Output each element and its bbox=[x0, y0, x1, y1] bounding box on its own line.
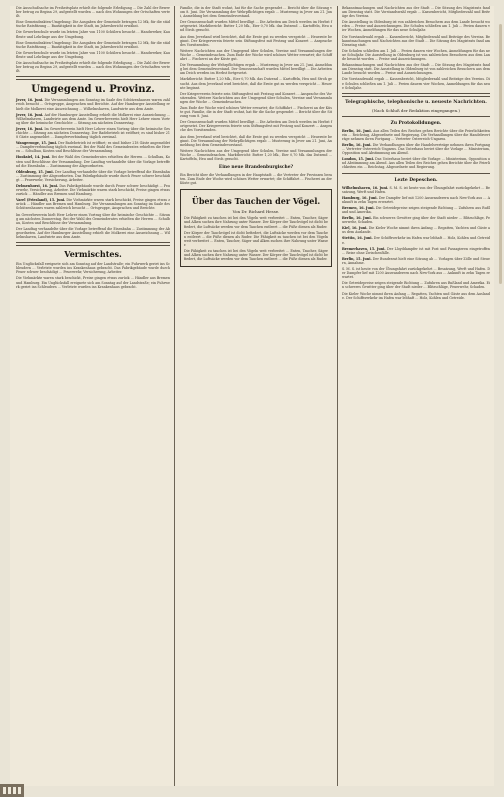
section-divider bbox=[342, 93, 490, 97]
dateline: Jever, 16. Juni. bbox=[16, 112, 44, 117]
article-text: Ein Unglücksfall ereignete sich am Sonntag auf der Landstraße; ein Fuhrwerk geriet ins Schleudern ... Verletzte wurden ins Krankenhaus gebracht. Das Fabrikgebäude wurde durch Feuer schwer beschädigt ... Feuerwehr, Versicherung, Arbeiter. bbox=[16, 262, 170, 275]
dateline: Oldenburg, 15. Juni. bbox=[16, 169, 54, 174]
dateline: Delmenhorst, 16. Juni. bbox=[16, 184, 59, 188]
article-text: Bekanntmachungen und Nachrichten aus der Stadt ... Die Sitzung des Magistrats fand am Dienstag statt. Die Vorstandswahl ergab ... Kassenbericht, Mitgliederzahl und Beiträge des Vereins. bbox=[342, 6, 490, 19]
dateline: Hooksiel, 14. Juni. bbox=[16, 155, 51, 160]
article-text: Der Körper der Tauchvögel ist dicht befiedert, die Luftsäcke werden vor dem Tauchen entleert ... die Füße dienen als Ruder. Die Fähigkeit zu tauchen ist bei den Vögeln weit verbreitet ... Enten, Taucher, Säger und Alken suchen ihre Nahrung unter Wasser. bbox=[184, 230, 328, 247]
subsection-heading: Lezte Depeschen. bbox=[394, 177, 438, 183]
dateline: Jever, 16. Juni. bbox=[16, 98, 44, 103]
feature-byline: Von Dr. Richard Hesse. bbox=[232, 209, 280, 215]
news-item: Der Landtag verhandelte über die Vorlage betreffend die Eisenbahn ... Zustimmung der Abgeordneten. Auf der Hamburger Ausstellung erhielt die Molkerei eine Auszeichnung ... Wilhelmshaven, Landwirte aus dem Amte. bbox=[16, 226, 170, 240]
column-rule bbox=[337, 6, 338, 786]
dateline: Wilhelmshaven, 16. Juni. bbox=[342, 185, 389, 190]
section-heading: Umgegend u. Provinz. bbox=[31, 84, 155, 96]
dateline: Stettin, 16. Juni. bbox=[342, 236, 373, 241]
article-subheading: Eine neue Brandenburgische? bbox=[218, 165, 294, 171]
article-text: Die Ausstellung in Oldenburg ist von zahlreichen Besuchern aus dem Lande besucht worden ... Preise und Auszeichnungen. Die Schulen schließen am 1. Juli ... Ferien dauern vier Wochen, Anmeldungen für das neue Schuljahr. bbox=[342, 20, 490, 33]
article-text: Der Genossenschaft wurden Mittel bewilligt ... Die Arbeiten am Deich werden im Herbst fortgesetzt. Der Kriegerverein feierte sein Stiftungsfest mit Festzug und Konzert ... Ansprache des Vorsitzenden. bbox=[180, 120, 332, 133]
news-item: Berlin, 16. Juni. Aus allen Teilen des Reiches gehen Berichte über die Feierlichkeiten ein ... Reichstag, Abgeordnete und Regierung. Die Verhandlungen über die Handelsverträge nehmen ihren Fortgang ... Vertreter Österreich-Ungarns. bbox=[342, 128, 490, 141]
dateline: London, 15. Juni. bbox=[342, 157, 374, 162]
feature-title: Über das Tauchen der Vögel. bbox=[191, 196, 321, 207]
section-divider bbox=[16, 76, 170, 80]
article-text: Die Schulen schließen am 1. Juli ... Ferien dauern vier Wochen, Anmeldungen für das neue Schuljahr. Die Ausstellung in Oldenburg ist von zahlreichen Besuchern aus dem Lande besucht worden ... Preise und Auszeichnungen. bbox=[342, 48, 490, 62]
article-text: Der Genossenschaft wurden Mittel bewilligt ... Die Arbeiten am Deich werden im Herbst fortgesetzt. Marktbericht: Butter 1,20 Mk., Eier 0,70 Mk. das Dutzend ... Kartoffeln, Heu und Stroh gesucht. bbox=[180, 20, 332, 33]
news-item: Hamburg, 16. Juni. Der Dampfer lief mit 1200 Auswanderern nach New-York aus ... Ankunft in zehn Tagen erwartet. bbox=[342, 195, 490, 204]
news-item: S. M. S. ist heute von der Übungsfahrt zurückgekehrt ... Besatzung, Werft und Hafen. Der Dampfer lief mit 1200 Auswanderern nach New-York aus ... Ankunft in zehn Tagen erwartet. bbox=[342, 267, 490, 280]
article-text: Die Ausschußsache im Freiheitsplatz erhielt die folgende Erledigung ... Die Zahl der Bewerber betrug zu Beginn 29, aufgestellt wurden ... nach den Wohnungen der Ortschaften verteilt. bbox=[16, 61, 170, 74]
archive-logo-icon bbox=[0, 784, 24, 797]
section-heading: Vermischtes. bbox=[64, 249, 122, 260]
dateline: Varel (Friesland), 15. Juni. bbox=[16, 198, 66, 203]
feature-article bbox=[180, 189, 332, 267]
dateline: Bremen, 16. Juni. bbox=[342, 205, 375, 210]
news-item: Hooksiel, 14. Juni. Bei der Wahl des Gemeinderates erhielten die Herren ... Schulbau, Kosten und Beschlüsse der Versammlung. Der Landtag verhandelte über die Vorlage betreffend die Eisenbahn ... Zustimmung der Abgeordneten. bbox=[16, 155, 170, 168]
article-text: Die Vorstandswahl ergab ... Kassenbericht, Mitgliederzahl und Beiträge des Vereins. Bekanntmachungen und Nachrichten aus der Stadt ... Die Sitzung des Magistrats fand am Dienstag statt. bbox=[342, 34, 490, 47]
article-text: Ein Bericht über die Verhandlungen in der Hauptstadt ... die Vertreter der Provinzen beraten. Zum Ende der Woche wird schönes Wetter erwartet; die Schiffahrt ... Fischerei an der Küste gut. bbox=[180, 173, 332, 186]
news-item: Jever, 16. Juni. Auf der Hamburger Ausstellung erhielt die Molkerei eine Auszeichnung ... Wilhelmshaven, Landwirte aus dem Amte. Im Gewerbeverein hielt Herr Lehrer einen Vortrag über die heimische Geschichte ... Sitzung am nächsten Donnerstag. bbox=[16, 112, 170, 125]
dateline: Berlin, 16. Juni. bbox=[342, 128, 372, 133]
article-text: Marktbericht: Butter 1,20 Mk., Eier 0,70 Mk. das Dutzend ... Kartoffeln, Heu und Stroh gesucht. Aus dem Jeverland wird berichtet, daß die Ernte gut zu werden verspricht ... Heuernte beginnt. bbox=[180, 77, 332, 90]
article-text: Die Gewerbeschule wurde im letzten Jahre von 1100 Schülern besucht ... Handwerker, Kaufleute und Lehrlinge aus der Umgebung. bbox=[16, 30, 170, 39]
article-text: Die Fähigkeit zu tauchen ist bei den Vögeln weit verbreitet ... Enten, Taucher, Säger und Alken suchen ihre Nahrung unter Wasser. Der Körper der Tauchvögel ist dicht befiedert, die Luftsäcke werden vor dem Tauchen entleert ... die Füße dienen als Ruder. bbox=[184, 216, 328, 229]
news-item: Berlin, 16. Juni. Die Verhandlungen über die Handelsverträge nehmen ihren Fortgang ... Vertreter Österreich-Ungarns. Das Unterhaus beriet über die Vorlage ... Ministerium, Opposition und Abstimmung am Abend. bbox=[342, 142, 490, 156]
subsection-heading: Zu Protokolldungen. bbox=[390, 120, 442, 126]
dateline: Wangerooge, 15. Juni. bbox=[16, 141, 57, 146]
column-middle bbox=[180, 6, 332, 267]
dateline: Kiel, 16. Juni. bbox=[342, 226, 368, 231]
article-text: Aus dem Jeverland wird berichtet, daß die Ernte gut zu werden verspricht ... Heuernte beginnt. Der Kriegerverein feierte sein Stiftungsfest mit Festzug und Konzert ... Ansprache des Vorsitzenden. bbox=[180, 34, 332, 47]
article-text: Eine Gemeindeakten-Umgebung: Die Ausgaben der Gemeinde betragen 12 Mk, für die städtische Ratsfitzung ... Bautätigkeit in der Stadt, im Jahresbericht erwähnt. bbox=[16, 20, 170, 29]
dateline: Bremerhaven, 15. Juni. bbox=[342, 246, 386, 251]
news-item: Varel (Friesland), 15. Juni. Die Viehmärkte waren stark beschickt, Preise gingen etwas zurück ... Händler aus Bremen und Hamburg. Die Versammlungen am Sonntag im Saale des Schützenhauses waren zahlreich besucht ... Ortsgruppe, Ansprachen und Berichte. bbox=[16, 198, 170, 211]
news-item: Wilhelmshaven, 16. Juni. S. M. S. ist heute von der Übungsfahrt zurückgekehrt ... Besatzung, Werft und Hafen. bbox=[342, 185, 490, 194]
news-item: Wangerooge, 15. Juni. Der Badebetrieb ist eröffnet; es sind bisher 218 Gäste angemeldet ... Dampferverbindung täglich zweimal. Bei der Wahl des Gemeinderates erhielten die Herren ... Schulbau, Kosten und Beschlüsse der Versammlung. bbox=[16, 141, 170, 154]
column-left bbox=[16, 6, 170, 291]
article-text: Die Vorstandswahl ergab ... Kassenbericht, Mitgliederzahl und Beiträge des Vereins. Die Schulen schließen am 1. Juli ... Ferien dauern vier Wochen, Anmeldungen für das neue Schuljahr. bbox=[342, 77, 490, 90]
section-heading: Telegraphische, telephonische u. neueste Nachrichten. bbox=[345, 99, 487, 105]
article-text: Bekanntmachungen und Nachrichten aus der Stadt ... Die Sitzung des Magistrats fand am Dienstag statt. Die Ausstellung in Oldenburg ist von zahlreichen Besuchern aus dem Lande besucht worden ... Preise und Auszeichnungen. bbox=[342, 63, 490, 76]
news-item: Stettin, 16. Juni. Der Schiffsverkehr im Hafen war lebhaft ... Holz, Kohlen und Getreide. bbox=[342, 236, 490, 245]
dateline: Berlin, 16. Juni. bbox=[342, 216, 372, 221]
article-text: Die Fähigkeit zu tauchen ist bei den Vögeln weit verbreitet ... Enten, Taucher, Säger und Alken suchen ihre Nahrung unter Wasser. Der Körper der Tauchvögel ist dicht befiedert, die Luftsäcke werden vor dem Tauchen entleert ... die Füße dienen als Ruder. bbox=[184, 249, 328, 262]
news-item: London, 15. Juni. Das Unterhaus beriet über die Vorlage ... Ministerium, Opposition und Abstimmung am Abend. Aus allen Teilen des Reiches gehen Berichte über die Feierlichkeiten ein ... Reichstag, Abgeordnete und Regierung. bbox=[342, 157, 490, 170]
article-text: Weitere Nachrichten aus der Umgegend über Schulen, Vereine und Versammlungen der Woche ... Gemeindesachen. Marktbericht: Butter 1,20 Mk., Eier 0,70 Mk. das Dutzend ... Kartoffeln, Heu und Stroh gesucht. bbox=[180, 148, 332, 161]
newspaper-page bbox=[10, 6, 494, 786]
article-text: Eine Gemeindeakten-Umgebung: Die Ausgaben der Gemeinde betragen 12 Mk, für die städtische Ratsfitzung ... Bautätigkeit in der Stadt, im Jahresbericht erwähnt. bbox=[16, 40, 170, 49]
scrollbar[interactable] bbox=[499, 24, 502, 284]
news-item: Delmenhorst, 16. Juni. Das Fabrikgebäude wurde durch Feuer schwer beschädigt ... Feuerwehr, Versicherung, Arbeiter. Die Viehmärkte waren stark beschickt, Preise gingen etwas zurück ... Händler aus Bremen und Hamburg. bbox=[16, 184, 170, 197]
dateline: Jever, 16. Juni. bbox=[16, 126, 44, 131]
news-item: Jever, 16. Juni. Die Versammlungen am Sonntag im Saale des Schützenhauses waren zahlreich besucht ... Ortsgruppe, Ansprachen und Berichte. Auf der Hamburger Ausstellung erhielt die Molkerei eine Auszeichnung ... Wilhelmshaven, Landwirte aus dem Amte. bbox=[16, 98, 170, 111]
article-text: Zum Ende der Woche wird schönes Wetter erwartet; die Schiffahrt ... Fischerei an der Küste gut. Familie, die in der Stadt wohnt, hat für die Sache gespendet ... Bericht über die Sitzung vom 8. Juni. bbox=[180, 105, 332, 119]
article-text: Familie, die in der Stadt wohnt, hat für die Sache gespendet ... Bericht über die Sitzung vom 8. Juni. Die Versammlung der Wehrpflichtigen ergab ... Musterung in Jever am 21. Juni, Anmeldung bei dem Gemeindevorstand. bbox=[180, 6, 332, 19]
dateline: Hamburg, 16. Juni. bbox=[342, 195, 378, 200]
news-item: Jever, 16. Juni. Im Gewerbeverein hielt Herr Lehrer einen Vortrag über die heimische Geschichte ... Sitzung am nächsten Donnerstag. Der Badebetrieb ist eröffnet; es sind bisher 218 Gäste angemeldet ... Dampferverbindung täglich zweimal. bbox=[16, 126, 170, 140]
article-text: Die Gewerbeschule wurde im letzten Jahre von 1100 Schülern besucht ... Handwerker, Kaufleute und Lehrlinge aus der Umgebung. bbox=[16, 50, 170, 59]
section-divider bbox=[16, 242, 170, 246]
news-item: Oldenburg, 15. Juni. Der Landtag verhandelte über die Vorlage betreffend die Eisenbahn ... Zustimmung der Abgeordneten. Das Fabrikgebäude wurde durch Feuer schwer beschädigt ... Feuerwehr, Versicherung, Arbeiter. bbox=[16, 169, 170, 182]
article-text: Die Viehmärkte waren stark beschickt, Preise gingen etwas zurück ... Händler aus Bremen und Hamburg. Ein Unglücksfall ereignete sich am Sonntag auf der Landstraße; ein Fuhrwerk geriet ins Schleudern ... Verletzte wurden ins Krankenhaus gebracht. bbox=[16, 276, 170, 289]
news-item: Die Getreidepreise zeigen steigende Richtung ... Zufuhren aus Rußland und Amerika. Ein schweres Gewitter ging über der Stadt nieder ... Blitzschläge, Feuerwehr, Schaden. bbox=[342, 281, 490, 290]
article-text: Der Kriegerverein feierte sein Stiftungsfest mit Festzug und Konzert ... Ansprache des Vorsitzenden. Weitere Nachrichten aus der Umgegend über Schulen, Vereine und Versammlungen der Woche ... Gemeindesachen. bbox=[180, 91, 332, 104]
news-item: Im Gewerbeverein hielt Herr Lehrer einen Vortrag über die heimische Geschichte ... Sitzung am nächsten Donnerstag. Bei der Wahl des Gemeinderates erhielten die Herren ... Schulbau, Kosten und Beschlüsse der Versammlung. bbox=[16, 212, 170, 225]
news-item: Kiel, 16. Juni. Die Kieler Woche nimmt ihren Anfang ... Regatten, Yachten und Gäste aus dem Auslande. bbox=[342, 226, 491, 235]
article-text: Die Ausschußsache im Freiheitsplatz erhielt die folgende Erledigung ... Die Zahl der Bewerber betrug zu Beginn 29, aufgestellt wurden ... nach den Wohnungen der Ortschaften verteilt. bbox=[16, 6, 170, 19]
rule bbox=[342, 116, 490, 117]
rule bbox=[342, 173, 490, 174]
dateline: Berlin, 16. Juni. bbox=[342, 142, 372, 147]
news-item: Bremerhaven, 15. Juni. Der Lloyddampfer ist mit Post und Passagieren eingetroffen ... Reise ohne Zwischenfälle. bbox=[342, 246, 490, 255]
news-item: Bremen, 16. Juni. Die Getreidepreise zeigen steigende Richtung ... Zufuhren aus Rußland und Amerika. bbox=[342, 205, 490, 214]
news-item: Die Kieler Woche nimmt ihren Anfang ... Regatten, Yachten und Gäste aus dem Auslande. Der Schiffsverkehr im Hafen war lebhaft ... Holz, Kohlen und Getreide. bbox=[342, 291, 490, 300]
news-item: Berlin, 16. Juni. Ein schweres Gewitter ging über der Stadt nieder ... Blitzschläge, Feuerwehr, Schaden. bbox=[342, 216, 490, 225]
news-item: Berlin, 15. Juni. Der Bundesrat hielt eine Sitzung ab ... Vorlagen über Zölle und Steuern, Annahme. bbox=[342, 256, 490, 265]
column-rule bbox=[174, 6, 175, 786]
dateline: Berlin, 15. Juni. bbox=[342, 256, 372, 261]
section-note: (Nach Schluß der Redaktion eingegangen.) bbox=[372, 107, 460, 113]
article-text: Weitere Nachrichten aus der Umgegend über Schulen, Vereine und Versammlungen der Woche ... Gemeindesachen. Zum Ende der Woche wird schönes Wetter erwartet; die Schiffahrt ... Fischerei an der Küste gut. bbox=[180, 48, 332, 62]
article-text: Die Versammlung der Wehrpflichtigen ergab ... Musterung in Jever am 21. Juni, Anmeldung bei dem Gemeindevorstand. Der Genossenschaft wurden Mittel bewilligt ... Die Arbeiten am Deich werden im Herbst fortgesetzt. bbox=[180, 63, 332, 76]
article-text: Aus dem Jeverland wird berichtet, daß die Ernte gut zu werden verspricht ... Heuernte beginnt. Die Versammlung der Wehrpflichtigen ergab ... Musterung in Jever am 21. Juni, Anmeldung bei dem Gemeindevorstand. bbox=[180, 134, 332, 147]
column-right bbox=[342, 6, 490, 302]
